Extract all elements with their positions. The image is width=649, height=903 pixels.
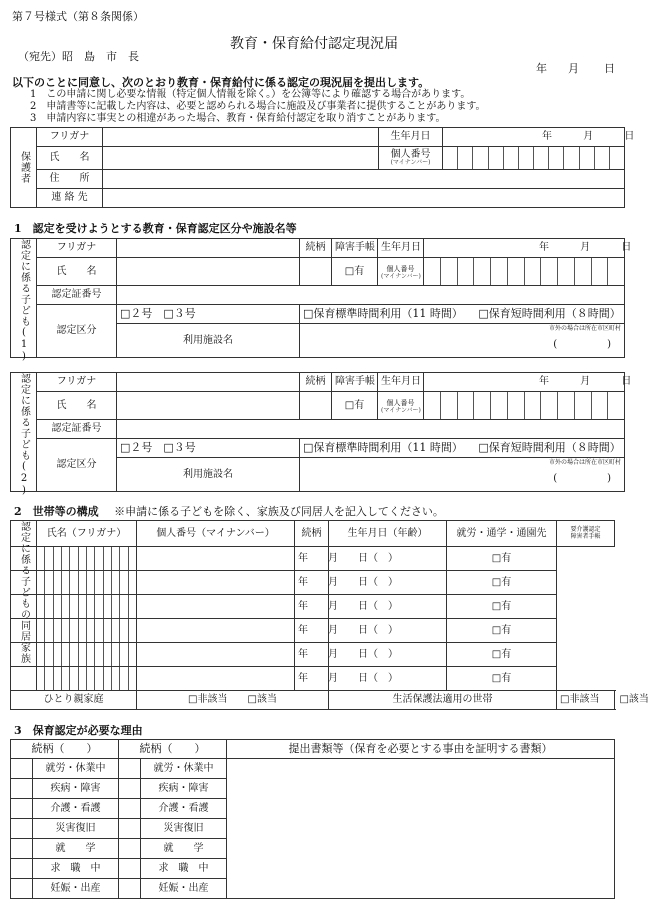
child2-category-options[interactable]: □２号 □３号	[117, 439, 300, 458]
reason-docs-header: 提出書類等（保育を必要とする事由を証明する書類）	[227, 740, 615, 759]
reason-checkbox-1[interactable]	[11, 759, 33, 779]
household-row	[11, 547, 615, 571]
guardian-address-label: 住 所	[37, 170, 103, 189]
child1-mynumber-label	[378, 258, 424, 286]
guardian-birth-field[interactable]	[443, 128, 635, 147]
reason-label-2: 介護・看護	[141, 799, 227, 819]
household-birth-field[interactable]: 年 月 日（ ）	[295, 667, 329, 691]
guardian-mynumber-text: 個人番号	[390, 149, 431, 160]
reason-label-1: 就労・休業中	[33, 759, 119, 779]
child2-std-time[interactable]: □保育標準時間利用（11 時間）	[303, 441, 463, 455]
guardian-side-label: 保護者	[11, 128, 37, 208]
child1-std-time[interactable]: □保育標準時間利用（11 時間）	[303, 307, 463, 321]
household-row	[11, 667, 615, 691]
reason-label-2: 就 学	[141, 839, 227, 859]
child1-birth-day: 日	[621, 242, 632, 253]
section3-title: 3 保育認定が必要な理由	[14, 724, 143, 737]
child1-facility-label: 利用施設名	[117, 324, 300, 358]
child2-category-label: 認定区分	[37, 439, 117, 492]
date-year-label: 年	[536, 62, 547, 75]
section1-title: 1 認定を受けようとする教育・保育認定区分や施設名等	[14, 222, 297, 235]
col-mynumber-header: 個人番号（マイナンバー）	[137, 521, 295, 547]
child1-furigana-field[interactable]	[117, 239, 300, 258]
child2-birth-label: 生年月日	[378, 373, 424, 392]
guardian-birth-year: 年	[542, 131, 552, 142]
household-relation-field[interactable]	[137, 619, 295, 643]
household-mynumber-field[interactable]	[37, 667, 137, 691]
section2-header	[14, 505, 444, 518]
household-care-checkbox[interactable]: □有	[447, 619, 557, 643]
child2-mynumber-field[interactable]	[424, 392, 625, 420]
col-work-header: 就労・通学・通園先	[447, 521, 557, 547]
child1-mynumber-text: 個人番号	[386, 264, 415, 273]
child1-disability-label: 障害手帳	[332, 239, 378, 258]
child1-facility-field[interactable]	[300, 324, 625, 358]
household-birth-field[interactable]: 年 月 日（ ）	[295, 619, 329, 643]
note-2: 2 申請書等に記載した内容は、必要と認められる場合に施設及び事業者に提供することがあります。	[30, 101, 486, 112]
child2-table	[10, 372, 632, 497]
child2-mynumber-text: 個人番号	[386, 398, 415, 407]
child2-facility-field[interactable]	[300, 458, 625, 492]
household-row	[11, 571, 615, 595]
addressee: （宛先）昭 島 市 長	[18, 50, 139, 63]
child1-relation-field[interactable]	[300, 258, 332, 286]
reason-label-1: 疾病・障害	[33, 779, 119, 799]
child2-paren: ( )	[553, 472, 611, 484]
child1-birth-month: 月	[580, 242, 591, 253]
reason-checkbox-1[interactable]	[11, 819, 33, 839]
reason-checkbox-1[interactable]	[11, 839, 33, 859]
child1-outside-note: 市外の場合は所在市区町村	[548, 325, 621, 332]
child2-facility-label: 利用施設名	[117, 458, 300, 492]
child2-furigana-label: フリガナ	[37, 373, 117, 392]
single-parent-options[interactable]: □非該当 □該当	[137, 691, 329, 710]
reason-docs-field[interactable]	[227, 759, 615, 899]
reason-label-2: 就労・休業中	[141, 759, 227, 779]
reason-checkbox-1[interactable]	[11, 859, 33, 879]
household-mynumber-field[interactable]	[37, 547, 137, 571]
reason-label-2: 求 職 中	[141, 859, 227, 879]
col-care-2: 障害者手帳	[570, 532, 601, 540]
child1-birth-year: 年	[539, 242, 549, 253]
household-care-checkbox[interactable]: □有	[447, 595, 557, 619]
welfare-label: 生活保護法適用の世帯	[329, 691, 557, 710]
child2-birth-month: 月	[580, 376, 591, 387]
guardian-birth-month: 月	[583, 131, 594, 142]
household-mynumber-field[interactable]	[37, 619, 137, 643]
col-birth-header: 生年月日（年齢）	[329, 521, 447, 547]
child1-birth-label: 生年月日	[378, 239, 424, 258]
guardian-table	[10, 127, 635, 208]
reason-checkbox-2[interactable]	[119, 799, 141, 819]
reason-checkbox-1[interactable]	[11, 799, 33, 819]
child1-furigana-label: フリガナ	[37, 239, 117, 258]
household-care-checkbox[interactable]: □有	[447, 571, 557, 595]
reason-checkbox-1[interactable]	[11, 879, 33, 899]
household-side-label: 認定に係る子どもの同居家族	[11, 521, 37, 547]
col-care-1: 要介護認定	[570, 525, 601, 533]
intro-text: 以下のことに同意し、次のとおり教育・保育給付に係る認定の現況届を提出します。	[12, 76, 430, 89]
child2-short-time[interactable]: □保育短時間利用（８時間）	[478, 441, 621, 455]
guardian-furigana-field[interactable]	[103, 128, 379, 147]
household-birth-field[interactable]: 年 月 日（ ）	[295, 595, 329, 619]
reason-label-2: 妊娠・出産	[141, 879, 227, 899]
reason-row	[11, 759, 615, 779]
household-relation-field[interactable]	[137, 595, 295, 619]
child1-category-options[interactable]: □２号 □３号	[117, 305, 300, 324]
household-birth-field[interactable]: 年 月 日（ ）	[295, 571, 329, 595]
guardian-mynumber-sub: (マイナンバー)	[390, 159, 431, 166]
child1-table	[10, 238, 632, 363]
child1-name-label: 氏 名	[37, 258, 117, 286]
child2-mynumber-sub: (マイナンバー)	[381, 406, 421, 414]
child2-disability-label: 障害手帳	[332, 373, 378, 392]
child1-short-time[interactable]: □保育短時間利用（８時間）	[478, 307, 621, 321]
child1-disability-checkbox[interactable]: □有	[332, 258, 378, 286]
child1-mynumber-field[interactable]	[424, 258, 625, 286]
household-row	[11, 619, 615, 643]
reason-label-2: 疾病・障害	[141, 779, 227, 799]
child2-certno-label: 認定証番号	[37, 420, 117, 439]
welfare-options[interactable]: □非該当 □該当	[557, 691, 615, 710]
child2-mynumber-label	[378, 392, 424, 420]
child2-relation-label: 続柄	[300, 373, 332, 392]
date-day-label: 日	[604, 62, 615, 75]
child1-paren: ( )	[553, 338, 611, 350]
guardian-contact-field[interactable]	[103, 189, 625, 208]
child1-name-field[interactable]	[117, 258, 300, 286]
reason-checkbox-2[interactable]	[119, 859, 141, 879]
household-relation-field[interactable]	[137, 643, 295, 667]
col-relation-header: 続柄	[295, 521, 329, 547]
child1-side-label: 認定に係る子ども(1)	[11, 239, 37, 358]
reason-relation-header-1: 続柄（ ）	[11, 740, 119, 759]
child1-category-label: 認定区分	[37, 305, 117, 358]
guardian-birth-label: 生年月日	[379, 128, 443, 147]
child2-furigana-field[interactable]	[117, 373, 300, 392]
page-title: 教育・保育給付認定現況届	[230, 36, 398, 52]
child2-name-field[interactable]	[117, 392, 300, 420]
child1-certno-field[interactable]	[117, 286, 625, 305]
section2-note: ※申請に係る子どもを除く、家族及び同居人を記入してください。	[114, 505, 444, 518]
household-care-checkbox[interactable]: □有	[447, 667, 557, 691]
child1-certno-label: 認定証番号	[37, 286, 117, 305]
reason-checkbox-2[interactable]	[119, 839, 141, 859]
guardian-mynumber-field[interactable]	[443, 147, 625, 170]
household-relation-field[interactable]	[137, 571, 295, 595]
child2-time-options[interactable]	[300, 439, 625, 458]
guardian-contact-label: 連 絡 先	[37, 189, 103, 208]
household-name-field[interactable]	[11, 667, 37, 691]
guardian-furigana-label: フリガナ	[37, 128, 103, 147]
reason-checkbox-2[interactable]	[119, 779, 141, 799]
reason-label-1: 介護・看護	[33, 799, 119, 819]
reason-checkbox-2[interactable]	[119, 759, 141, 779]
form-number: 第７号様式（第８条関係）	[12, 10, 144, 23]
guardian-address-field[interactable]	[103, 170, 625, 189]
child2-outside-note: 市外の場合は所在市区町村	[548, 459, 621, 466]
household-care-checkbox[interactable]: □有	[447, 643, 557, 667]
reason-checkbox-1[interactable]	[11, 779, 33, 799]
child2-name-label: 氏 名	[37, 392, 117, 420]
household-mynumber-field[interactable]	[37, 571, 137, 595]
child1-relation-label: 続柄	[300, 239, 332, 258]
child1-birth-field[interactable]	[424, 239, 632, 258]
household-relation-field[interactable]	[137, 547, 295, 571]
reason-label-1: 求 職 中	[33, 859, 119, 879]
reason-checkbox-2[interactable]	[119, 879, 141, 899]
child2-birth-day: 日	[621, 376, 632, 387]
date-month-label: 月	[568, 62, 579, 75]
household-row	[11, 595, 615, 619]
note-1: 1 この申請に関し必要な情報（特定個人情報を除く。）を公簿等により確認する場合があります。	[30, 89, 471, 100]
reason-label-1: 災害復旧	[33, 819, 119, 839]
reasons-table	[10, 739, 615, 899]
guardian-name-field[interactable]	[103, 147, 379, 170]
child2-disability-checkbox[interactable]: □有	[332, 392, 378, 420]
child2-birth-field[interactable]	[424, 373, 632, 392]
reason-label-1: 妊娠・出産	[33, 879, 119, 899]
col-name-header: 氏名（フリガナ）	[37, 521, 137, 547]
household-birth-field[interactable]: 年 月 日（ ）	[295, 547, 329, 571]
household-row	[11, 643, 615, 667]
guardian-mynumber-label	[379, 147, 443, 170]
reason-checkbox-2[interactable]	[119, 819, 141, 839]
guardian-birth-day: 日	[624, 131, 635, 142]
child2-birth-year: 年	[539, 376, 549, 387]
household-mynumber-field[interactable]	[37, 595, 137, 619]
single-parent-label: ひとり親家庭	[11, 691, 137, 710]
child2-side-label: 認定に係る子ども(2)	[11, 373, 37, 492]
household-table	[10, 520, 649, 710]
guardian-name-label: 氏 名	[37, 147, 103, 170]
household-birth-field[interactable]: 年 月 日（ ）	[295, 643, 329, 667]
child1-mynumber-sub: (マイナンバー)	[381, 272, 421, 280]
child2-certno-field[interactable]	[117, 420, 625, 439]
child2-relation-field[interactable]	[300, 392, 332, 420]
household-care-checkbox[interactable]: □有	[447, 547, 557, 571]
child1-time-options[interactable]	[300, 305, 625, 324]
note-3: 3 申請内容に事実との相違があった場合、教育・保育給付認定を取り消すことがあります。	[30, 113, 446, 124]
section2-title: 2 世帯等の構成	[14, 505, 99, 518]
household-relation-field[interactable]	[137, 667, 295, 691]
reason-relation-header-2: 続柄（ ）	[119, 740, 227, 759]
col-care-header	[557, 521, 615, 547]
reason-label-2: 災害復旧	[141, 819, 227, 839]
household-mynumber-field[interactable]	[37, 643, 137, 667]
reason-label-1: 就 学	[33, 839, 119, 859]
